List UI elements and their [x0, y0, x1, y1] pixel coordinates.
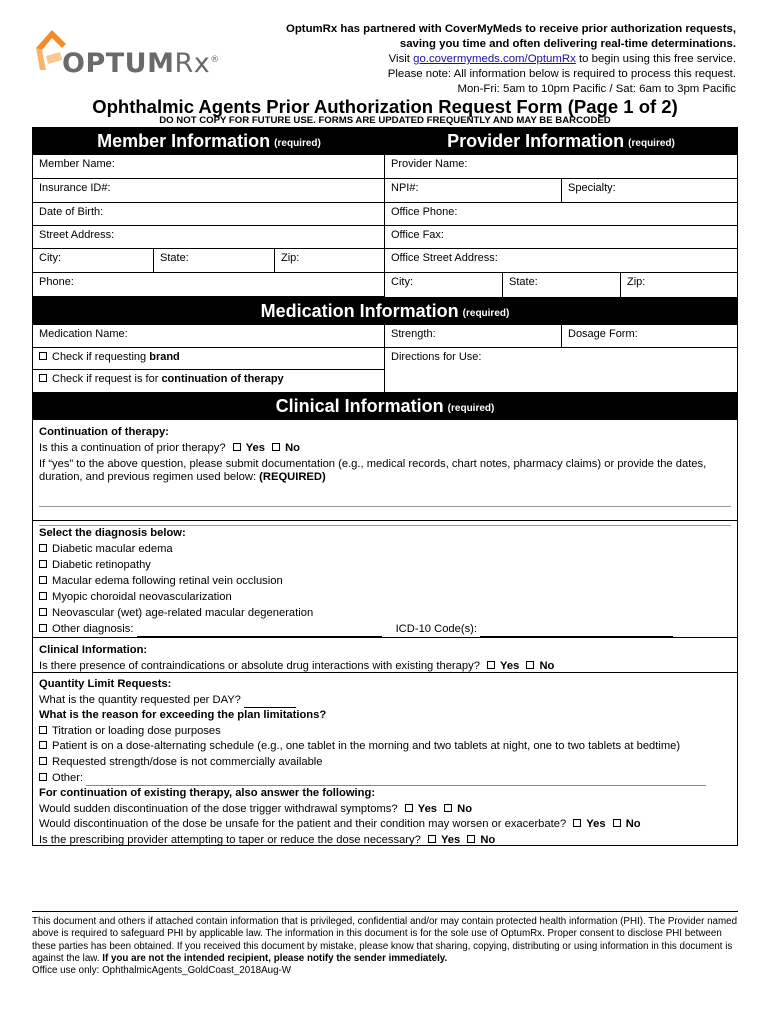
covermymeds-link[interactable]: go.covermymeds.com/OptumRx: [413, 53, 576, 65]
reason-option[interactable]: Requested strength/dose is not commercially available: [39, 755, 731, 771]
other-diagnosis-blank[interactable]: [137, 636, 382, 637]
reason-option[interactable]: Titration or loading dose purposes: [39, 724, 731, 740]
member-city-field[interactable]: City:: [33, 249, 154, 272]
continuation-checkbox[interactable]: Check if request is for continuation of therapy: [33, 370, 384, 392]
office-phone-field[interactable]: Office Phone:: [391, 206, 458, 218]
ci-no-checkbox[interactable]: [526, 661, 534, 669]
diagnosis-option[interactable]: Myopic choroidal neovascularization: [39, 589, 731, 605]
diagnosis-option[interactable]: Macular edema following retinal vein occlusion: [39, 573, 731, 589]
q3-no-checkbox[interactable]: [467, 835, 475, 843]
q2-no-checkbox[interactable]: [613, 819, 621, 827]
q1-no-checkbox[interactable]: [444, 804, 452, 812]
checkbox-icon[interactable]: [39, 608, 47, 616]
provider-zip-field[interactable]: Zip:: [627, 276, 646, 288]
office-fax-field[interactable]: Office Fax:: [391, 229, 444, 241]
medication-left: [33, 325, 385, 392]
partner-notice: [216, 22, 736, 97]
member-zip-field[interactable]: Zip:: [281, 252, 300, 264]
provider-city-field[interactable]: City:: [385, 273, 503, 297]
checkbox-icon[interactable]: [39, 544, 47, 552]
directions-field[interactable]: Directions for Use:: [391, 351, 482, 363]
request-form: [32, 127, 738, 846]
reason-option[interactable]: Patient is on a dose-alternating schedule (e.g., one tablet in the morning and two tablets at night, one to two tablets at bedtime): [39, 739, 731, 755]
checkbox-icon[interactable]: [39, 560, 47, 568]
ci-yes-checkbox[interactable]: [487, 661, 495, 669]
member-provider-header: [33, 128, 737, 155]
checkbox-icon[interactable]: [39, 741, 47, 749]
partner-line-2: saving you time and often delivering real-time determinations.: [399, 38, 736, 50]
logo-text: OPTUMRx®: [62, 48, 220, 79]
cont-yes-checkbox[interactable]: [233, 443, 241, 451]
medication-name-field[interactable]: Medication Name:: [39, 328, 128, 340]
optumrx-logo: [32, 24, 232, 84]
clinical-info-section: Clinical Information: Is there presence of contraindications or absolute drug interactions with existing therapy? Yes No: [33, 638, 737, 673]
dob-field[interactable]: Date of Birth:: [39, 206, 104, 218]
diagnosis-option[interactable]: Diabetic retinopathy: [39, 557, 731, 573]
diagnosis-section: Select the diagnosis below: Diabetic macular edema Diabetic retinopathy Macular edema following retinal vein occlusion Myopic choroidal neovascularization Neovascular (wet) age-related macular degeneration Other diagnosis: ICD-10 Code(s):: [33, 521, 737, 638]
office-use-line: Office use only: OphthalmicAgents_GoldCoast_2018Aug-W: [32, 965, 292, 977]
medication-header: Medication Information (required): [33, 298, 737, 325]
dosage-form-field[interactable]: Dosage Form:: [568, 328, 638, 340]
medication-right: [385, 325, 737, 392]
reason-other[interactable]: Other:: [39, 771, 731, 787]
confidentiality-footer: This document and others if attached contain information that is privileged, confidential and/or may contain protected health information (PHI). The Provider named above is required to safeguard PHI by applicable law. The information in this document is for the sole use of OptumRx. Proper consent to disclose PHI between these parties has been obtained. If you received this document by mistake, please know that sharing, copying, distributing or using information in this document is against the law. If you are not the intended recipient, please notify the sender immediately. Office use only: OphthalmicAgents_GoldCoast_2018Aug-W: [32, 911, 738, 977]
form-subtitle: DO NOT COPY FOR FUTURE USE. FORMS ARE UPDATED FREQUENTLY AND MAY BE BARCODED: [159, 115, 611, 126]
brand-checkbox[interactable]: Check if requesting brand: [33, 348, 384, 369]
q2-yes-checkbox[interactable]: [573, 819, 581, 827]
checkbox-icon[interactable]: [39, 773, 47, 781]
insurance-id-field[interactable]: Insurance ID#:: [39, 182, 111, 194]
member-header: Member Information (required): [97, 131, 321, 151]
street-address-field[interactable]: Street Address:: [39, 229, 115, 241]
checkbox-icon[interactable]: [39, 352, 47, 360]
clinical-header: Clinical Information (required): [33, 393, 737, 420]
partner-line-1: OptumRx has partnered with CoverMyMeds to receive prior authorization requests,: [285, 23, 736, 35]
member-state-field[interactable]: State:: [154, 249, 275, 272]
partner-line-3: Visit go.covermymeds.com/OptumRx to begin using this free service.: [388, 53, 736, 65]
checkbox-icon[interactable]: [39, 374, 47, 382]
provider-section: [385, 155, 737, 297]
icd-code-blank[interactable]: [480, 636, 673, 637]
q1-yes-checkbox[interactable]: [405, 804, 413, 812]
continuation-section: Continuation of therapy: Is this a continuation of prior therapy? Yes No If “yes” to the above question, please submit documentation (e.g., medical records, chart notes, pharmacy claims) or provide the dates, duration, and previous regimen used below: (REQUIRED): [33, 420, 737, 521]
checkbox-icon[interactable]: [39, 576, 47, 584]
form-title: Ophthalmic Agents Prior Authorization Request Form (Page 1 of 2): [92, 96, 678, 117]
answer-line[interactable]: [39, 506, 731, 507]
provider-header: Provider Information (required): [447, 131, 675, 151]
checkbox-icon[interactable]: [39, 726, 47, 734]
quantity-limit-section: Quantity Limit Requests: What is the quantity requested per DAY? What is the reason for exceeding the plan limitations? Titration or loading dose purposes Patient is on a dose-alternating schedule (e.g., one tablet in the morning and two tablets at night, one to two tablets at bedtime) Requested strength/dose is not commercially available Other: For continuation of existing therapy, also answer the following: Would sudden discontinuation of the dose trigger withdrawal symptoms? Yes No Would discontinuation of the dose be unsafe for the patient and their condition may worsen or exacerbate? Yes No Is the prescribing provider attempting to taper or reduce the dose necessary? Yes No: [33, 673, 737, 846]
member-phone-field[interactable]: Phone:: [39, 276, 74, 288]
diagnosis-option[interactable]: Diabetic macular edema: [39, 541, 731, 557]
checkbox-icon[interactable]: [39, 757, 47, 765]
member-name-field[interactable]: Member Name:: [39, 158, 115, 170]
q3-yes-checkbox[interactable]: [428, 835, 436, 843]
partner-line-5: Mon-Fri: 5am to 10pm Pacific / Sat: 6am to 3pm Pacific: [457, 83, 736, 95]
checkbox-icon[interactable]: [39, 592, 47, 600]
partner-line-4: Please note: All information below is required to process this request.: [387, 68, 736, 80]
specialty-field[interactable]: Specialty:: [568, 182, 616, 194]
diagnosis-option[interactable]: Neovascular (wet) age-related macular degeneration: [39, 605, 731, 621]
provider-state-field[interactable]: State:: [503, 273, 621, 297]
provider-name-field[interactable]: Provider Name:: [391, 158, 468, 170]
cont-no-checkbox[interactable]: [272, 443, 280, 451]
office-street-field[interactable]: Office Street Address:: [391, 252, 498, 264]
checkbox-icon[interactable]: [39, 624, 47, 632]
npi-field[interactable]: NPI#:: [385, 179, 562, 202]
strength-field[interactable]: Strength:: [385, 325, 562, 347]
other-diagnosis-row[interactable]: Other diagnosis: ICD-10 Code(s):: [39, 621, 731, 637]
member-section: [33, 155, 385, 297]
